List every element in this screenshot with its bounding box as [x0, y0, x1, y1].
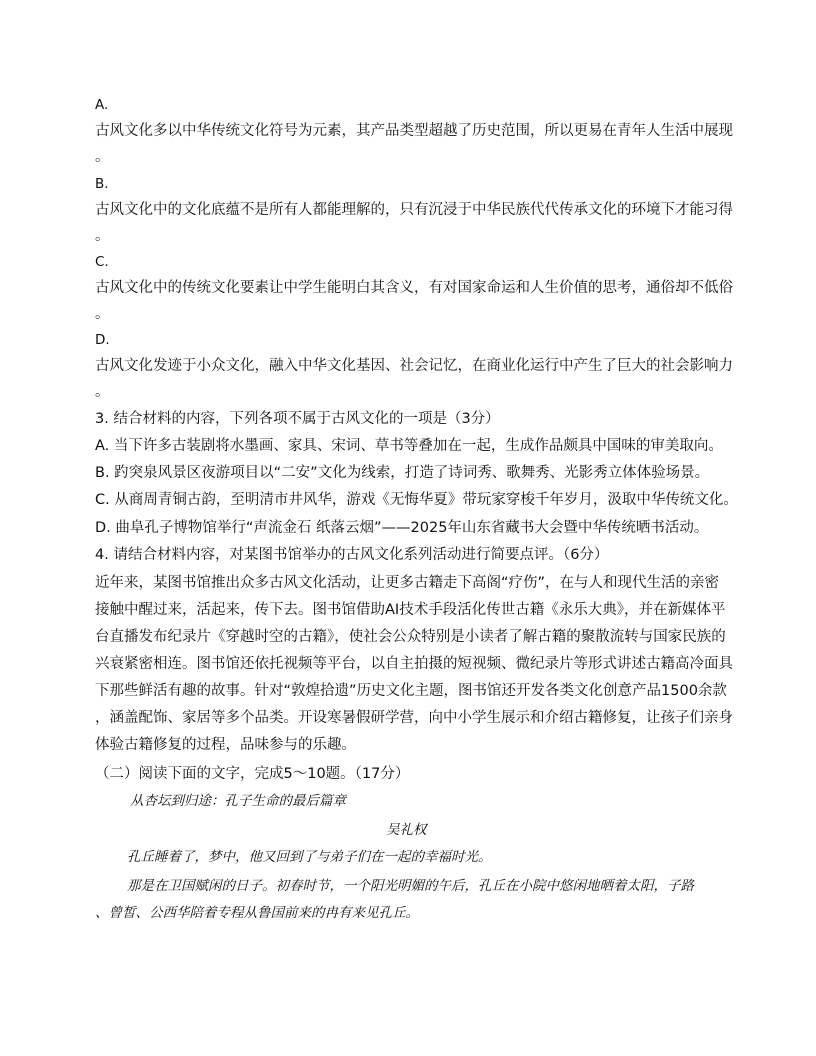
- question-3-option-a: A. 当下许多古装剧将水墨画、家具、宋词、草书等叠加在一起，生成作品颇具中国味的审美取向。: [95, 438, 723, 454]
- story-paragraph: 那是在卫国赋闲的日子。初春时节，一个阳光明媚的午后，孔丘在小院中悠闲地晒着太阳，子路: [127, 878, 694, 894]
- material-line: 兴衰紧密相连。图书馆还依托视频等平台，以自主拍摄的短视频、微纪录片等形式讲述古籍高冷面具: [95, 656, 733, 672]
- section-2-heading: （二）阅读下面的文字，完成5～10题。（17分）: [95, 766, 410, 782]
- material-line: 台直播发布纪录片《穿越时空的古籍》，使社会公众特别是小读者了解古籍的聚散流转与国家民族的: [95, 629, 726, 645]
- story-author: 吴礼权: [386, 822, 427, 838]
- option-d-text: 古风文化发迹于小众文化，融入中华文化基因、社会记忆，在商业化运行中产生了巨大的社会影响力: [95, 358, 733, 374]
- option-c-text: 古风文化中的传统文化要素让中学生能明白其含义，有对国家命运和人生价值的思考，通俗却不低俗: [95, 280, 733, 296]
- option-c-text-end: 。: [95, 306, 110, 322]
- question-3-stem: 3. 结合材料的内容，下列各项不属于古风文化的一项是（3分）: [95, 411, 500, 427]
- option-b-text-end: 。: [95, 228, 110, 244]
- material-line: 接触中醒过来，活起来，传下去。图书馆借助AI技术手段活化传世古籍《永乐大典》，并在新媒体平: [95, 602, 726, 618]
- question-4-stem: 4. 请结合材料内容，对某图书馆举办的古风文化系列活动进行简要点评。（6分）: [95, 547, 609, 563]
- option-b-label: B.: [95, 176, 109, 192]
- story-paragraph-cont: 、曾皙、公西华陪着专程从鲁国前来的冉有来见孔丘。: [95, 905, 419, 921]
- question-3-option-c: C. 从商周青铜古韵，至明清市井风华，游戏《无悔华夏》带玩家穿梭千年岁月，汲取中华传统文化。: [95, 492, 738, 508]
- option-d-label: D.: [95, 332, 110, 348]
- question-3-option-b: B. 趵突泉风景区夜游项目以“二安”文化为线索，打造了诗词秀、歌舞秀、光影秀立体体验场景。: [95, 465, 710, 481]
- option-a-label: A.: [95, 97, 109, 113]
- material-line: ，涵盖配饰、家居等多个品类。开设寒暑假研学营，向中小学生展示和介绍古籍修复，让孩子们亲身: [95, 710, 733, 726]
- option-a-text: 古风文化多以中华传统文化符号为元素，其产品类型超越了历史范围，所以更易在青年人生活中展现: [95, 123, 733, 139]
- option-d-text-end: 。: [95, 384, 110, 400]
- story-title: 从杏坛到归途：孔子生命的最后篇章: [130, 793, 346, 809]
- question-3-option-d: D. 曲阜孔子博物馆举行“声流金石 纸落云烟”——2025年山东省藏书大会暨中华传统晒书活动。: [95, 520, 709, 536]
- material-line: 近年来，某图书馆推出众多古风文化活动，让更多古籍走下高阁“疗伤”，在与人和现代生活的亲密: [95, 575, 720, 591]
- material-line: 体验古籍修复的过程，品味参与的乐趣。: [95, 737, 356, 753]
- option-a-text-end: 。: [95, 149, 110, 165]
- material-line: 下那些鲜活有趣的故事。针对“敦煌拾遗”历史文化主题，图书馆还开发各类文化创意产品1500余款: [95, 683, 727, 699]
- story-paragraph: 孔丘睡着了，梦中，他又回到了与弟子们在一起的幸福时光。: [127, 849, 492, 865]
- option-c-label: C.: [95, 254, 109, 270]
- option-b-text: 古风文化中的文化底蕴不是所有人都能理解的，只有沉浸于中华民族代代传承文化的环境下才能习得: [95, 202, 733, 218]
